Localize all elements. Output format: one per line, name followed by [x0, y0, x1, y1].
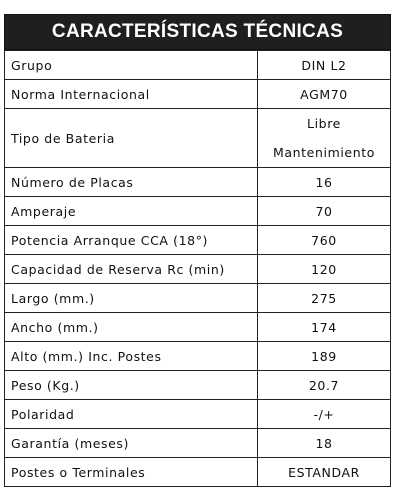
spec-value: 120	[258, 255, 391, 284]
spec-value-line-2: Mantenimiento	[273, 145, 375, 160]
spec-title: CARACTERÍSTICAS TÉCNICAS	[4, 14, 391, 50]
spec-value: 16	[258, 168, 391, 197]
spec-table	[4, 50, 391, 487]
spec-value: 760	[258, 226, 391, 255]
spec-value: 174	[258, 313, 391, 342]
table-row	[5, 313, 391, 342]
spec-label: Potencia Arranque CCA (18°)	[5, 226, 258, 255]
spec-label: Norma Internacional	[5, 80, 258, 109]
spec-label: Garantía (meses)	[5, 429, 258, 458]
table-row	[5, 197, 391, 226]
spec-label: Alto (mm.) Inc. Postes	[5, 342, 258, 371]
spec-label: Peso (Kg.)	[5, 371, 258, 400]
table-row	[5, 429, 391, 458]
table-row	[5, 371, 391, 400]
table-row	[5, 342, 391, 371]
table-row	[5, 255, 391, 284]
spec-label: Número de Placas	[5, 168, 258, 197]
spec-value: AGM70	[258, 80, 391, 109]
spec-value: 20.7	[258, 371, 391, 400]
table-row	[5, 80, 391, 109]
table-row	[5, 109, 391, 168]
spec-sheet	[4, 14, 391, 487]
table-row	[5, 226, 391, 255]
spec-label: Postes o Terminales	[5, 458, 258, 487]
spec-value: 189	[258, 342, 391, 371]
spec-label: Amperaje	[5, 197, 258, 226]
spec-value: DIN L2	[258, 51, 391, 80]
spec-label: Capacidad de Reserva Rc (min)	[5, 255, 258, 284]
spec-value: 18	[258, 429, 391, 458]
spec-label: Tipo de Bateria	[5, 109, 258, 168]
spec-value: -/+	[258, 400, 391, 429]
table-row	[5, 400, 391, 429]
spec-value-line-1: Libre	[307, 116, 341, 131]
spec-label: Polaridad	[5, 400, 258, 429]
spec-value: 70	[258, 197, 391, 226]
spec-label: Ancho (mm.)	[5, 313, 258, 342]
table-row	[5, 458, 391, 487]
spec-value: 275	[258, 284, 391, 313]
table-row	[5, 284, 391, 313]
spec-label: Largo (mm.)	[5, 284, 258, 313]
spec-label: Grupo	[5, 51, 258, 80]
table-row	[5, 51, 391, 80]
table-row	[5, 168, 391, 197]
spec-value	[258, 109, 391, 168]
spec-value: ESTANDAR	[258, 458, 391, 487]
